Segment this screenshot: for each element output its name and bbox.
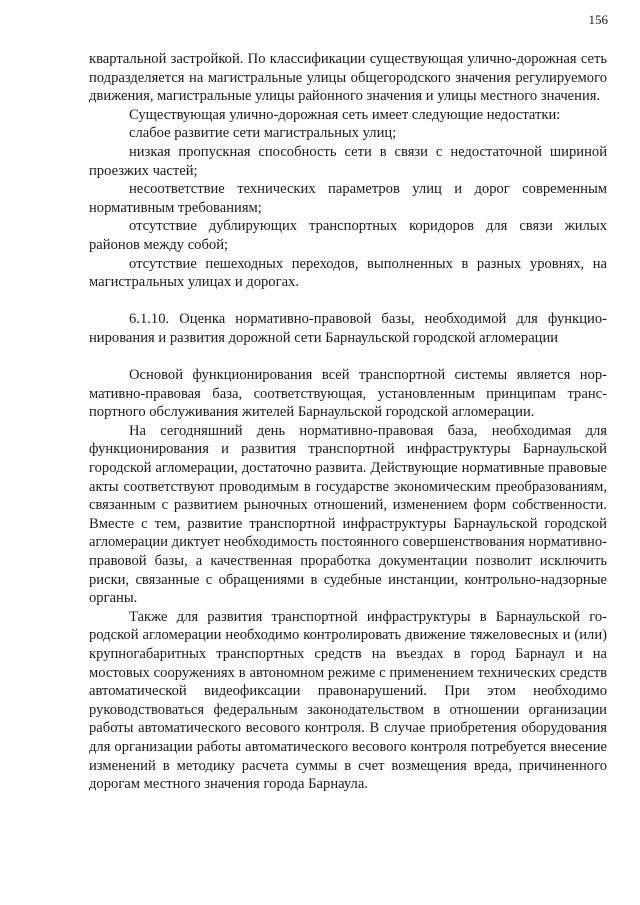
- body-paragraph: Также для развития транспортной инфраструктуры в Барнаульской городской агломерации необходимо контролировать движение тяжеловесных и (или) крупногабаритных транспортных средств на въездах в город Барнаул и на мостовых сооружениях в автономном режиме с применением технических средств автоматической видеофиксации правонарушений. При этом необходимо руководствоваться федеральным законодательством в отношении организации работы автоматического весового контроля. В случае приобретения оборудования для организации работы автоматического весового контроля потребуется внесение изменений в методику расчета суммы в счет возмещения вреда, причиненного дорогам местного значения города Барнаула.: [89, 608, 607, 793]
- document-body: [89, 50, 607, 794]
- body-paragraph: На сегодняшний день нормативно-правовая база, необходимая для функционирования и развития транспортной инфраструктуры Барнаульской городской агломерации, достаточно развита. Действующие нормативные правовые акты соответствуют проводимым в государстве экономическим преобразованиям, связанным с развитием рыночных отношений, изменением форм собственности. Вместе с тем, развитие транспортной инфраструктуры Барнаульской городской агломерации диктует необходимость постоянного совершенствования нормативно-правовой базы, а качественная проработка документации позволит исключить риски, связанные с обращениями в судебные инстанции, контрольно-надзорные органы.: [89, 422, 607, 607]
- deficiency-item: отсутствие пешеходных переходов, выполненных в разных уровнях, на магистральных улицах и дорогах.: [89, 255, 607, 291]
- body-paragraph: Основой функционирования всей транспортной системы является нормативно-правовая база, соответствующая, установленным принципам транспортного обслуживания жителей Барнаульской городской агломерации.: [89, 367, 607, 421]
- page-number: 156: [588, 12, 608, 27]
- deficiencies-intro: Существующая улично-дорожная сеть имеет следующие недостатки:: [129, 106, 561, 123]
- continuation-paragraph: квартальной застройкой. По классификации существующая улично-дорожная сеть подразделяется на магистральные улицы общегородского значения регулируемого движения, магистральные улицы районного значения и улицы местного значения.: [89, 51, 607, 105]
- deficiency-item: слабое развитие сети магистральных улиц;: [129, 125, 397, 142]
- deficiency-item: отсутствие дублирующих транспортных коридоров для связи жилых районов между собой;: [89, 218, 607, 253]
- deficiency-item: низкая пропускная способность сети в связи с недостаточной шириной проезжих частей;: [89, 143, 607, 179]
- section-heading: 6.1.10. Оценка нормативно-правовой базы, необходимой для функционирования и развития дорожной сети Барнаульской городской агломерации: [89, 311, 607, 346]
- deficiency-item: несоответствие технических параметров улиц и дорог современным нормативным требованиям;: [89, 181, 607, 216]
